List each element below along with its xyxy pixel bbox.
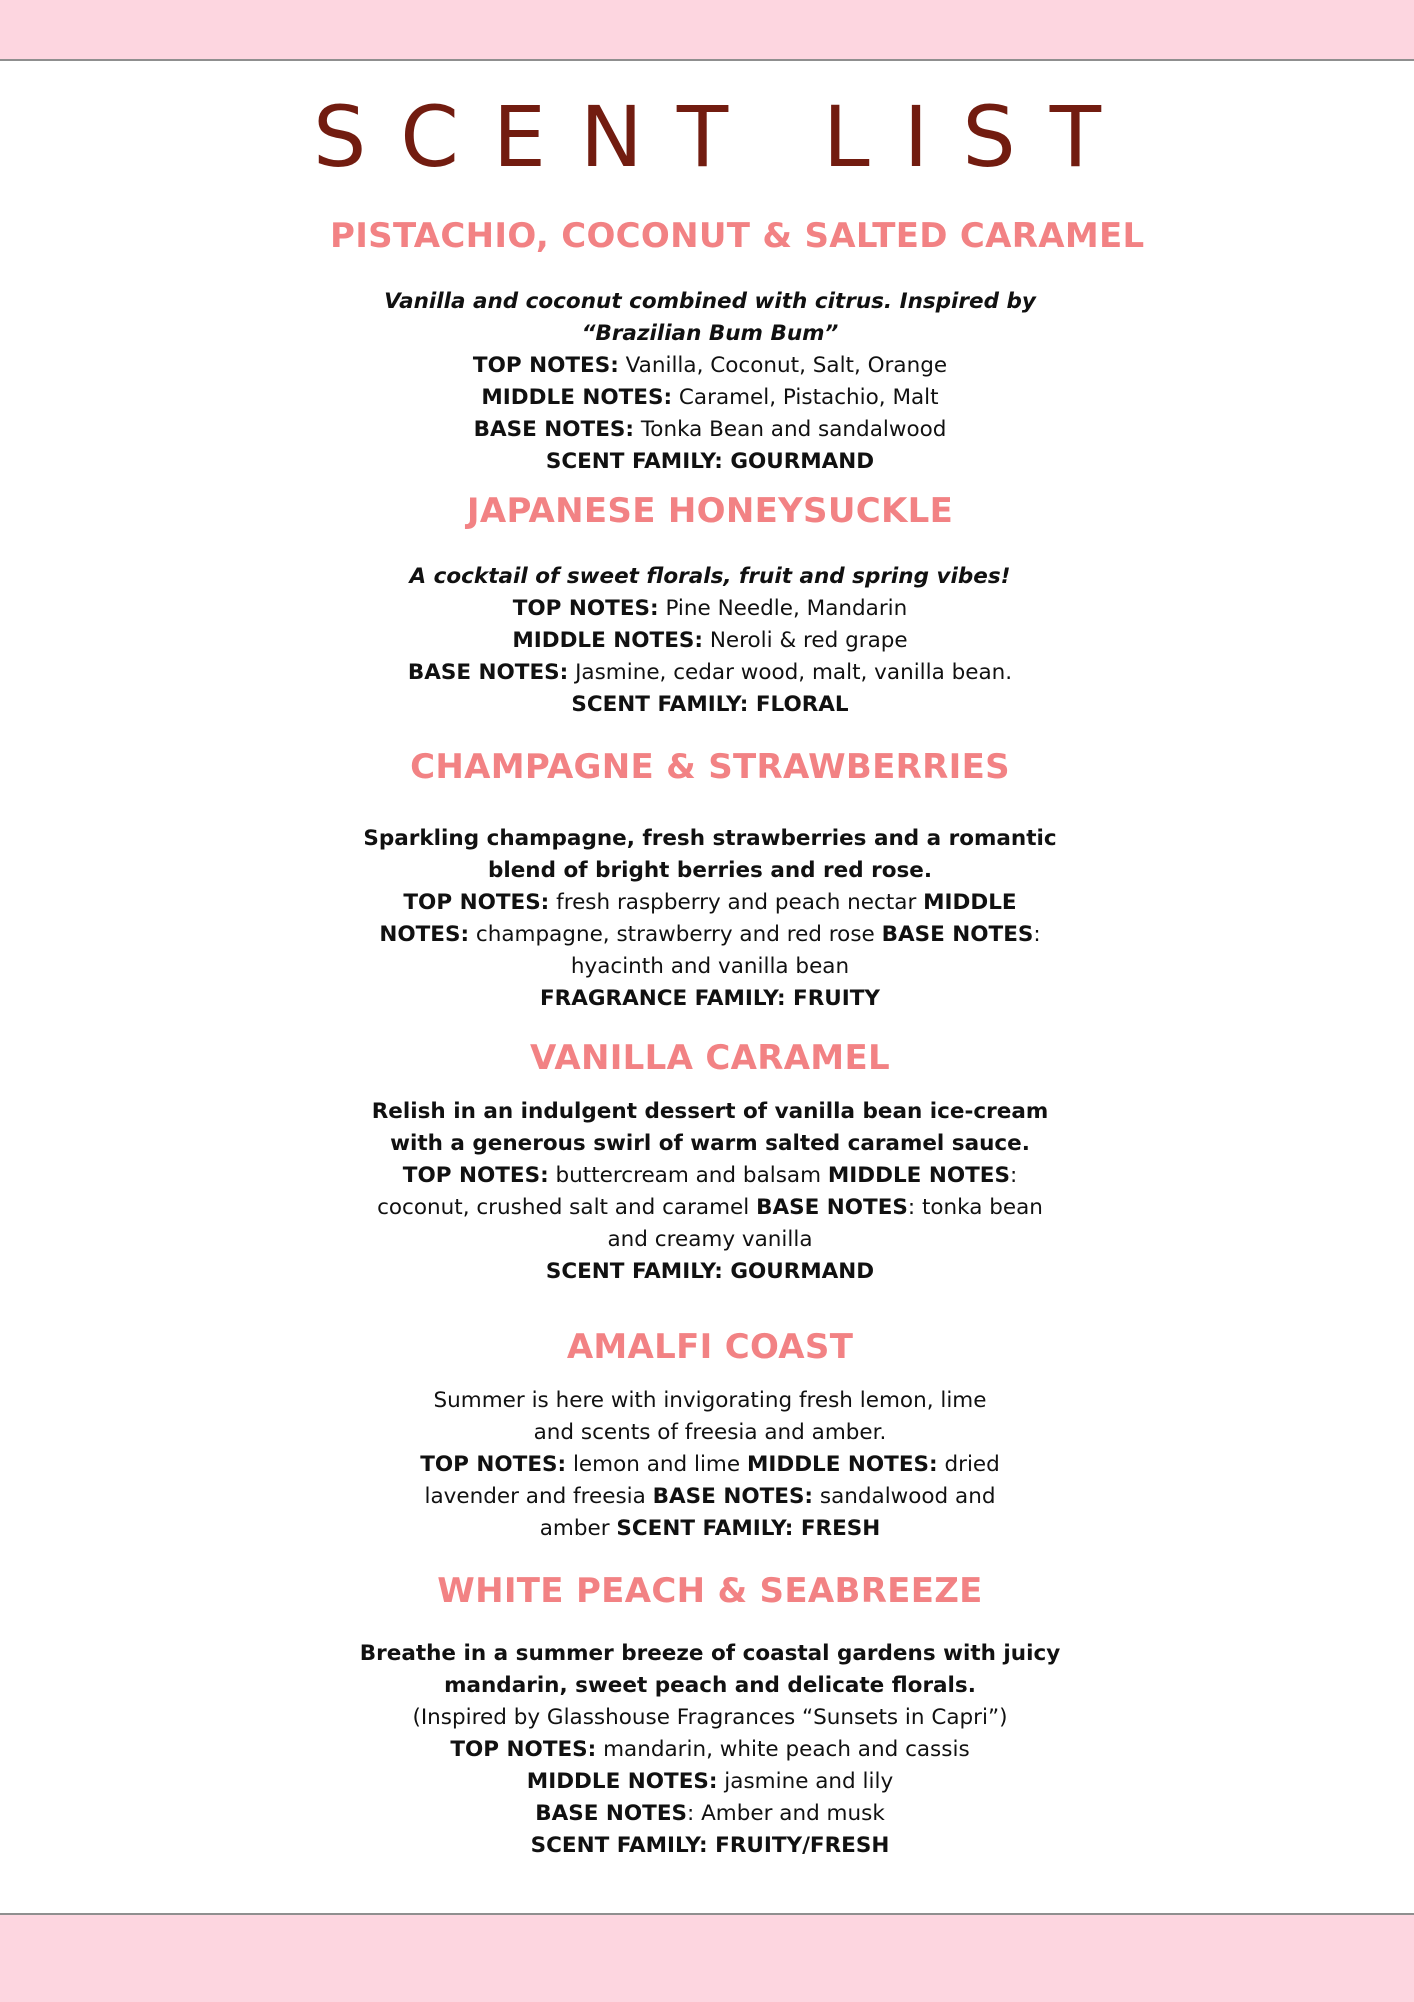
middle-notes-line [330, 382, 1090, 414]
scent-details [330, 1638, 1090, 1862]
scent-family: SCENT FAMILY: FRUITY/FRESH [530, 1833, 890, 1858]
bottom-pink-band [0, 1913, 1414, 2002]
notes-line [330, 887, 1090, 919]
middle-notes-label: MIDDLE NOTES: [526, 1769, 718, 1794]
top-notes-label: TOP NOTES: [472, 353, 619, 378]
scent-details [330, 1096, 1090, 1288]
scent-details [330, 1385, 1090, 1545]
scent-name: PISTACHIO, COCONUT & SALTED CARAMEL [330, 216, 1145, 256]
scent-details [330, 286, 1090, 478]
base-notes-value: Tonka Bean and sandalwood [633, 417, 947, 442]
notes-line [330, 1449, 1090, 1481]
base-notes-value: hyacinth and vanilla bean [570, 954, 850, 979]
middle-notes-value: dried [937, 1452, 1000, 1477]
middle-notes-line [330, 625, 1090, 657]
base-notes-value: : Amber and musk [687, 1801, 885, 1826]
scent-family: SCENT FAMILY: FRESH [616, 1516, 881, 1541]
scent-description-line: Vanilla and coconut combined with citrus. Inspired by [384, 289, 1036, 314]
base-notes-value-cont: and creamy vanilla [607, 1227, 813, 1252]
page-title: SCENT LIST [312, 88, 1136, 186]
middle-notes-value: coconut, crushed salt and caramel [377, 1195, 757, 1220]
scent-description-line: “Brazilian Bum Bum” [581, 321, 839, 346]
scent-family: FRAGRANCE FAMILY: FRUITY [540, 986, 880, 1011]
middle-notes-value: Caramel, Pistachio, Malt [672, 385, 939, 410]
scent-description-line: Breathe in a summer breeze of coastal gardens with juicy [359, 1641, 1061, 1666]
top-notes-line [330, 350, 1090, 382]
top-notes-label: TOP NOTES: [420, 1452, 567, 1477]
top-notes-value: fresh raspberry and peach nectar [549, 890, 924, 915]
top-notes-value: Vanilla, Coconut, Salt, Orange [618, 353, 948, 378]
scent-family: SCENT FAMILY: GOURMAND [545, 1259, 875, 1284]
middle-notes-label: MIDDLE NOTES: [481, 385, 673, 410]
top-notes-value: lemon and lime [566, 1452, 747, 1477]
notes-line [330, 1160, 1090, 1192]
top-notes-label: TOP NOTES: [512, 596, 659, 621]
scent-description-line: A cocktail of sweet florals, fruit and spring vibes! [409, 564, 1011, 589]
base-notes-colon: : [1033, 922, 1041, 947]
scent-card-amalfi [330, 1325, 1090, 1545]
middle-notes-colon: : [1009, 1163, 1018, 1188]
middle-notes-label: NOTES: [379, 922, 470, 947]
base-notes-value: amber [539, 1516, 617, 1541]
scent-card-vanilla-caramel [330, 1036, 1090, 1288]
base-notes-value: sandalwood and [813, 1484, 996, 1509]
top-notes-label: TOP NOTES: [450, 1737, 597, 1762]
scent-description-line: Sparkling champagne, fresh strawberries and a romantic [363, 826, 1057, 851]
notes-line [330, 919, 1090, 951]
top-notes-value: buttercream and balsam [548, 1163, 828, 1188]
scent-details [330, 561, 1090, 721]
top-notes-line [330, 593, 1090, 625]
middle-notes-value: jasmine and lily [717, 1769, 894, 1794]
base-notes-label: BASE NOTES: [407, 660, 569, 685]
middle-notes-label: MIDDLE NOTES: [746, 1452, 938, 1477]
base-notes-line [330, 1798, 1090, 1830]
middle-notes-line [330, 1766, 1090, 1798]
scent-description-line: Summer is here with invigorating fresh lemon, lime [433, 1388, 987, 1413]
base-notes-value: Jasmine, cedar wood, malt, vanilla bean. [568, 660, 1013, 685]
top-notes-line [330, 1734, 1090, 1766]
base-notes-label: BASE NOTES: [473, 417, 634, 442]
middle-notes-label: MIDDLE NOTES: [512, 628, 703, 653]
scent-name: VANILLA CARAMEL [530, 1038, 890, 1078]
scent-card-white-peach [330, 1569, 1090, 1862]
scent-card-pistachio [330, 214, 1145, 478]
top-notes-label: TOP NOTES: [402, 1163, 549, 1188]
middle-notes-label: MIDDLE [923, 890, 1017, 915]
scent-name: AMALFI COAST [566, 1327, 854, 1367]
scent-description-line: with a generous swirl of warm salted caramel sauce. [390, 1131, 1030, 1156]
scent-name: JAPANESE HONEYSUCKLE [466, 491, 954, 531]
middle-notes-value: lavender and freesia [424, 1484, 653, 1509]
base-notes-label: BASE NOTES: [652, 1484, 814, 1509]
scent-family: SCENT FAMILY: GOURMAND [545, 449, 875, 474]
middle-notes-value: Neroli & red grape [703, 628, 908, 653]
scent-description-line: Relish in an indulgent dessert of vanilla bean ice-cream [371, 1099, 1049, 1124]
scent-details [330, 823, 1090, 1015]
scent-description-line: and scents of freesia and amber. [533, 1420, 887, 1445]
base-notes-value: : tonka bean [907, 1195, 1043, 1220]
scent-description-line: mandarin, sweet peach and delicate florals. [444, 1673, 976, 1698]
base-notes-label: BASE NOTES [881, 922, 1034, 947]
scent-name: WHITE PEACH & SEABREEZE [437, 1571, 983, 1611]
top-notes-label: TOP NOTES: [403, 890, 550, 915]
notes-line [330, 1481, 1090, 1513]
top-notes-value: Pine Needle, Mandarin [658, 596, 908, 621]
top-pink-band [0, 0, 1414, 61]
base-notes-line [330, 414, 1090, 446]
notes-line [330, 1513, 1090, 1545]
inspired-note: (Inspired by Glasshouse Fragrances “Sunsets in Capri”) [412, 1705, 1008, 1730]
scent-card-champagne [330, 745, 1090, 1015]
scent-name: CHAMPAGNE & STRAWBERRIES [410, 747, 1010, 787]
base-notes-line [330, 657, 1090, 689]
middle-notes-value: champagne, strawberry and red rose [469, 922, 882, 947]
top-notes-value: mandarin, white peach and cassis [596, 1737, 970, 1762]
scent-description-line: blend of bright berries and red rose. [487, 858, 933, 883]
scent-card-honeysuckle [330, 489, 1090, 721]
scent-family: SCENT FAMILY: FLORAL [571, 692, 849, 717]
notes-line [330, 1192, 1090, 1224]
middle-notes-label: MIDDLE NOTES [827, 1163, 1010, 1188]
base-notes-label: BASE NOTES [535, 1801, 687, 1826]
base-notes-label: BASE NOTES [756, 1195, 908, 1220]
